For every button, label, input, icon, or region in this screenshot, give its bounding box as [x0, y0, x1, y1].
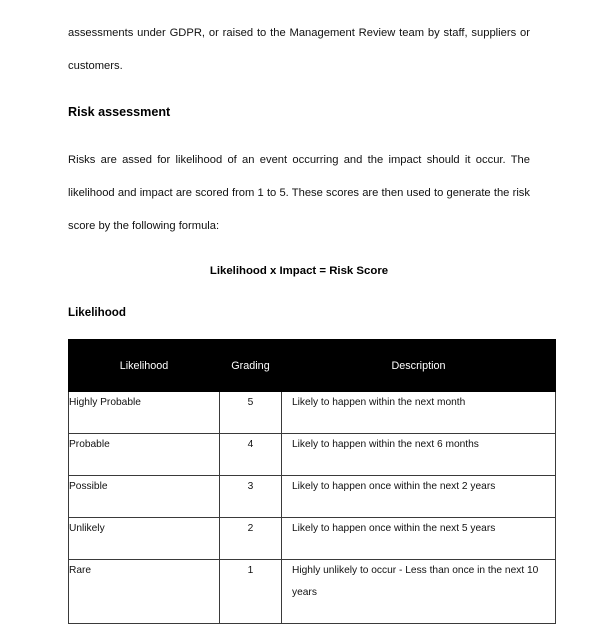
cell-likelihood: Highly Probable	[69, 392, 220, 434]
cell-grading: 3	[220, 476, 282, 518]
spacer-before-risk-heading	[68, 83, 530, 96]
cell-grading: 2	[220, 518, 282, 560]
cell-likelihood: Rare	[69, 560, 220, 624]
table-body	[69, 392, 556, 624]
cell-likelihood: Unlikely	[69, 518, 220, 560]
cell-description: Likely to happen within the next 6 months	[282, 434, 556, 476]
table-row	[69, 560, 556, 624]
heading-risk-assessment: Risk assessment	[68, 105, 171, 119]
table-row	[69, 518, 556, 560]
table-header-row	[69, 340, 556, 392]
cell-description: Highly unlikely to occur - Less than once in the next 10 years	[282, 560, 556, 624]
paragraph-intro: assessments under GDPR, or raised to the Management Review team by staff, suppliers or customers.	[68, 27, 530, 72]
table-header-description: Description	[282, 340, 556, 392]
table-header	[69, 340, 556, 392]
table-row	[69, 434, 556, 476]
cell-description: Likely to happen once within the next 2 years	[282, 476, 556, 518]
cell-grading: 1	[220, 560, 282, 624]
cell-description: Likely to happen within the next month	[282, 392, 556, 434]
table-row	[69, 392, 556, 434]
spacer-before-formula	[68, 243, 530, 256]
table-header-likelihood: Likelihood	[69, 340, 220, 392]
spacer-before-table	[68, 328, 530, 339]
cell-grading: 5	[220, 392, 282, 434]
cell-grading: 4	[220, 434, 282, 476]
table-row	[69, 476, 556, 518]
cell-likelihood: Possible	[69, 476, 220, 518]
document-content	[68, 0, 539, 624]
top-spacer	[68, 0, 530, 17]
cell-likelihood: Probable	[69, 434, 220, 476]
table-header-grading: Grading	[220, 340, 282, 392]
spacer-after-risk-heading	[68, 129, 530, 144]
formula-line: Likelihood x Impact = Risk Score	[209, 265, 389, 277]
cell-description: Likely to happen once within the next 5 years	[282, 518, 556, 560]
paragraph-risk-intro: Risks are assed for likelihood of an event occurring and the impact should it occur. The likelihood and impact are scored from 1 to 5. These scores are then used to generate the risk score by the following formula:	[68, 154, 530, 232]
likelihood-table	[68, 339, 556, 624]
spacer-before-likelihood-heading	[68, 286, 530, 298]
heading-likelihood: Likelihood	[68, 306, 126, 319]
